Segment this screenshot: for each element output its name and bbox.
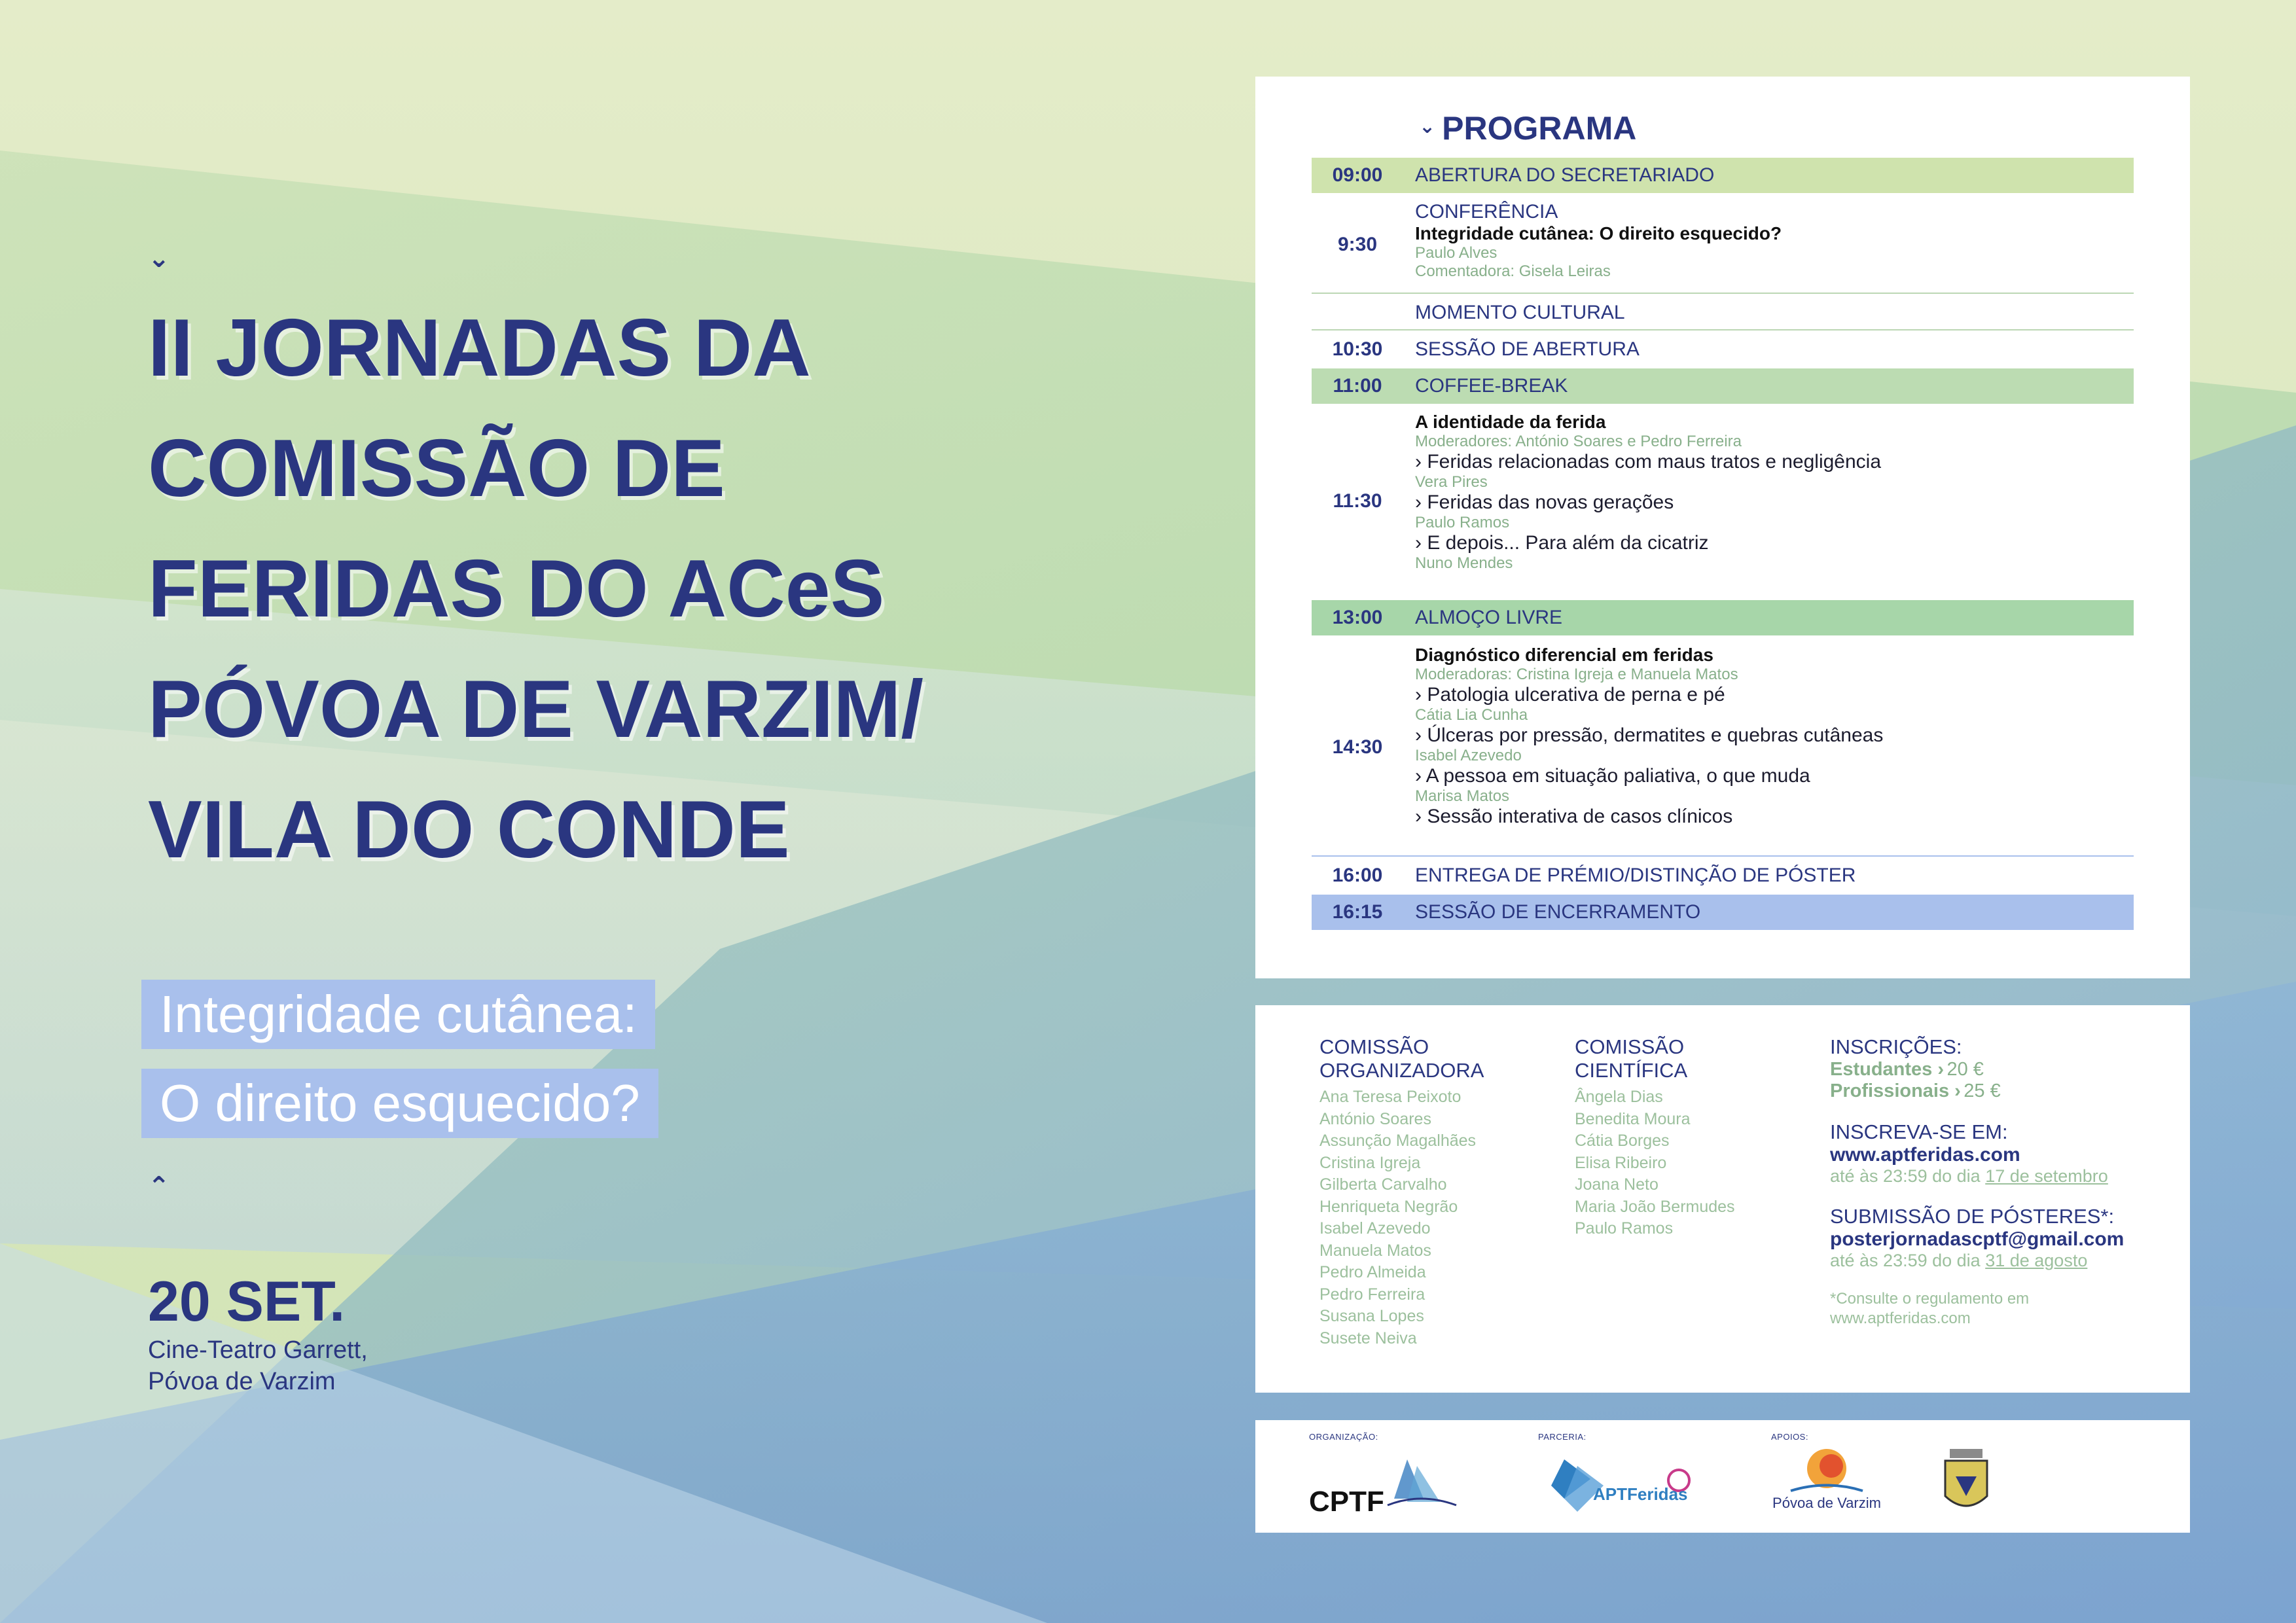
talk-speaker: Marisa Matos — [1415, 787, 1510, 805]
session-title: Integridade cutânea: O direito esquecido? — [1415, 223, 1782, 243]
event-date: 20 SET. — [148, 1270, 346, 1333]
program-row — [1312, 293, 2134, 329]
vila-do-conde-crest — [1933, 1444, 1999, 1529]
member: Susana Lopes — [1319, 1307, 1424, 1325]
price-value: 20 € — [1946, 1059, 1984, 1080]
row-time: 13:00 — [1332, 607, 1383, 628]
row-time: 16:15 — [1332, 901, 1383, 923]
subtitle-line: Integridade cutânea: — [141, 980, 655, 1049]
committee-heading: COMISSÃO — [1319, 1035, 1429, 1058]
talk-topic: › Sessão interativa de casos clínicos — [1415, 806, 1733, 827]
deadline-date: 31 de agosto — [1985, 1251, 2088, 1270]
member: Paulo Ramos — [1575, 1219, 1674, 1238]
row-time: 10:30 — [1332, 338, 1383, 360]
povoa-logo — [1771, 1444, 1882, 1529]
member: Manuela Matos — [1319, 1241, 1431, 1260]
row-label: ALMOÇO LIVRE — [1415, 607, 1563, 628]
program-row — [1312, 329, 2134, 366]
title-line: FERIDAS DO ACeS — [148, 544, 885, 634]
program-block — [1415, 412, 1881, 573]
organizing-committee — [1319, 1035, 1484, 1349]
price-professionals — [1830, 1080, 2124, 1102]
cptf-logo — [1309, 1446, 1460, 1525]
venue-line: Cine-Teatro Garrett, — [148, 1336, 368, 1364]
poster-heading: SUBMISSÃO DE PÓSTERES*: — [1830, 1205, 2115, 1228]
moderators: Moderadoras: Cristina Igreja e Manuela Matos — [1415, 666, 1738, 683]
program-row — [1312, 895, 2134, 930]
member: Elisa Ribeiro — [1575, 1153, 1667, 1172]
committee-heading: CIENTÍFICA — [1575, 1059, 1688, 1082]
scientific-committee — [1575, 1035, 1735, 1240]
member: Cátia Borges — [1575, 1132, 1670, 1150]
chevron-down-icon: ⌄ — [1419, 116, 1436, 137]
program-row — [1312, 855, 2134, 893]
organization-label: ORGANIZAÇÃO: — [1309, 1432, 1378, 1442]
talk-topic: › Feridas relacionadas com maus tratos e negligência — [1415, 451, 1882, 473]
poster-email-link[interactable]: posterjornadascptf@gmail.com — [1830, 1228, 2125, 1250]
program-heading-text: PROGRAMA — [1442, 110, 1637, 147]
title-line: II JORNADAS DA — [148, 303, 811, 393]
talk-topic: › E depois... Para além da cicatriz — [1415, 532, 1709, 554]
committee-heading: COMISSÃO — [1575, 1035, 1685, 1058]
partnership-label: PARCERIA: — [1538, 1432, 1587, 1442]
crest-icon — [1933, 1444, 1999, 1529]
poster-deadline — [1830, 1251, 2124, 1271]
povoa-logo-graphic — [1771, 1444, 1882, 1496]
program-row — [1312, 368, 2134, 404]
member: Ana Teresa Peixoto — [1319, 1088, 1462, 1106]
title-line: VILA DO CONDE — [148, 785, 790, 875]
program-row — [1312, 600, 2134, 635]
row-time: 09:00 — [1332, 164, 1383, 186]
row-label: MOMENTO CULTURAL — [1415, 302, 1625, 323]
chevron-down-icon: ⌄ — [148, 244, 170, 273]
deadline-prefix: até às 23:59 do dia — [1830, 1166, 1981, 1186]
row-time: 14:30 — [1332, 736, 1383, 758]
member: Susete Neiva — [1319, 1329, 1417, 1347]
program-heading — [1419, 109, 1636, 147]
member: António Soares — [1319, 1109, 1431, 1128]
row-time: 9:30 — [1337, 234, 1378, 255]
row-label: CONFERÊNCIA — [1415, 201, 1558, 223]
rules-note: *Consulte o regulamento em — [1830, 1290, 2030, 1308]
member: Ângela Dias — [1575, 1088, 1663, 1106]
chevron-up-icon: ⌃ — [148, 1172, 170, 1201]
talk-speaker: Paulo Ramos — [1415, 514, 1510, 531]
program-block — [1415, 201, 1782, 281]
member: Gilberta Carvalho — [1319, 1175, 1447, 1194]
deadline-prefix: até às 23:59 do dia — [1830, 1251, 1981, 1270]
aptferidas-logo — [1538, 1446, 1695, 1525]
moderators: Moderadores: António Soares e Pedro Ferreira — [1415, 433, 1742, 450]
row-label: SESSÃO DE ABERTURA — [1415, 338, 1640, 360]
member: Pedro Ferreira — [1319, 1285, 1426, 1304]
talk-speaker: Isabel Azevedo — [1415, 747, 1522, 764]
deadline-date: 17 de setembro — [1985, 1166, 2108, 1186]
program-panel — [1255, 77, 2190, 978]
event-title — [148, 288, 1064, 890]
member: Pedro Almeida — [1319, 1263, 1426, 1281]
cptf-logo-text: CPTF — [1309, 1486, 1384, 1518]
talk-speaker: Nuno Mendes — [1415, 554, 1513, 572]
partners-panel — [1255, 1420, 2190, 1533]
member: Isabel Azevedo — [1319, 1219, 1431, 1238]
talk-topic: › A pessoa em situação paliativa, o que muda — [1415, 765, 1810, 787]
registration-info — [1830, 1035, 2124, 1329]
session-title: A identidade da ferida — [1415, 412, 1606, 432]
aptferidas-logo-text: APTFeridas — [1593, 1484, 1688, 1504]
member: Joana Neto — [1575, 1175, 1659, 1194]
signup-link[interactable]: www.aptferidas.com — [1830, 1144, 2020, 1166]
signup-heading: INSCREVA-SE EM: — [1830, 1120, 2008, 1143]
support-label: APOIOS: — [1771, 1432, 1808, 1442]
member: Maria João Bermudes — [1575, 1197, 1735, 1216]
registration-heading: INSCRIÇÕES: — [1830, 1035, 1962, 1058]
row-label: SESSÃO DE ENCERRAMENTO — [1415, 901, 1701, 923]
price-label: Estudantes › — [1830, 1059, 1945, 1080]
price-value: 25 € — [1964, 1080, 2001, 1101]
program-row — [1312, 158, 2134, 193]
session-title: Diagnóstico diferencial em feridas — [1415, 645, 1713, 665]
committee-heading: ORGANIZADORA — [1319, 1059, 1484, 1082]
member: Cristina Igreja — [1319, 1153, 1421, 1172]
row-label: ABERTURA DO SECRETARIADO — [1415, 164, 1715, 186]
row-time: 11:30 — [1333, 490, 1382, 512]
price-label: Profissionais › — [1830, 1080, 1961, 1101]
member: Assunção Magalhães — [1319, 1132, 1477, 1150]
talk-speaker: Cátia Lia Cunha — [1415, 706, 1528, 724]
member: Henriqueta Negrão — [1319, 1197, 1458, 1216]
member: Benedita Moura — [1575, 1109, 1691, 1128]
row-time: 11:00 — [1333, 375, 1382, 397]
signup-deadline — [1830, 1166, 2124, 1186]
subtitle-line: O direito esquecido? — [141, 1069, 658, 1138]
commentator: Comentadora: Gisela Leiras — [1415, 262, 1611, 280]
price-students — [1830, 1059, 2124, 1080]
rules-note-link[interactable]: www.aptferidas.com — [1830, 1310, 1971, 1327]
program-block — [1415, 645, 1883, 828]
speaker: Paulo Alves — [1415, 244, 1498, 262]
talk-topic: › Patologia ulcerativa de perna e pé — [1415, 684, 1725, 705]
row-label: COFFEE-BREAK — [1415, 375, 1568, 397]
row-time: 16:00 — [1332, 865, 1383, 886]
info-panel — [1255, 1005, 2190, 1393]
title-line: PÓVOA DE VARZIM/ — [148, 664, 924, 755]
title-line: COMISSÃO DE — [148, 423, 725, 514]
row-label: ENTREGA DE PRÉMIO/DISTINÇÃO DE PÓSTER — [1415, 865, 1856, 886]
talk-topic: › Úlceras por pressão, dermatites e quebras cutâneas — [1415, 724, 1884, 746]
povoa-logo-text: Póvoa de Varzim — [1772, 1495, 1881, 1511]
talk-speaker: Vera Pires — [1415, 473, 1488, 491]
talk-topic: › Feridas das novas gerações — [1415, 491, 1674, 513]
venue-line: Póvoa de Varzim — [148, 1368, 336, 1395]
